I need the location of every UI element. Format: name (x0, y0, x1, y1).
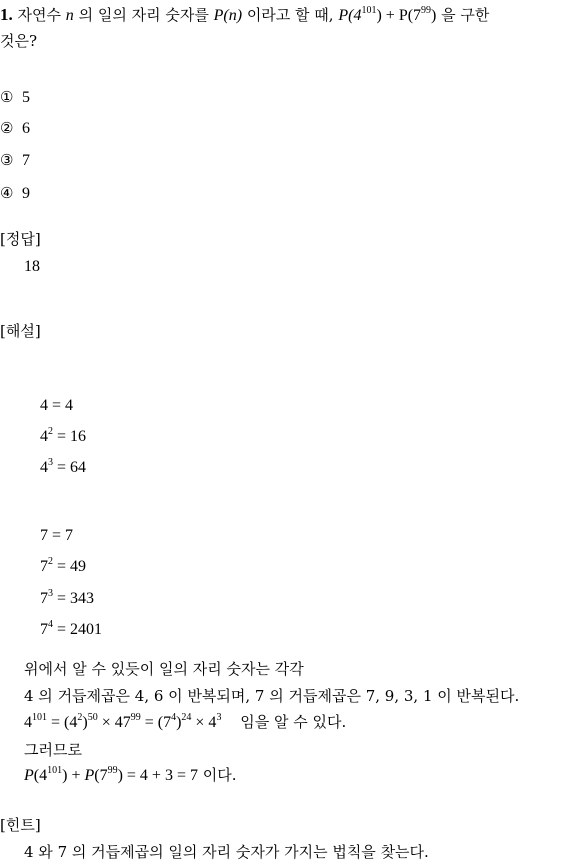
explanation-final-line (24, 765, 237, 784)
question-text-3: 이라고 할 때, (246, 6, 334, 24)
explanation-equation-text: 임을 알 수 있다. (240, 713, 347, 731)
option-2-value: 6 (22, 120, 30, 137)
explanation-text-1: 위에서 알 수 있듯이 일의 자리 숫자는 각각 (24, 660, 304, 678)
explanation-equation: $4^{101} = (4^2)^{50} \times 47^{99} = (7^4)^{24} \times 4^3$ (24, 712, 222, 731)
question-expression: $P(4^{101}) + P(7^{99})$ (338, 5, 437, 24)
answer-value: 18 (24, 258, 40, 275)
power-7-1: 7 = 7 (40, 527, 74, 544)
option-1-value: 5 (22, 89, 30, 106)
power-4-1: 4 = 4 (40, 397, 74, 414)
question-text-2: 의 일의 자리 숫자를 (78, 6, 209, 24)
power-4-2: $4^2 = 16$ (40, 426, 87, 445)
explanation-label: [해설] (0, 322, 41, 340)
option-4[interactable] (0, 186, 30, 202)
power-7-3: $7^3 = 343$ (40, 588, 95, 607)
explanation-text-4: 그러므로 (24, 741, 82, 759)
option-3-value: 7 (22, 152, 30, 169)
func-pn: P(n) (213, 7, 243, 24)
final-text: 이다. (202, 766, 237, 784)
option-4-mark: ④ (0, 184, 14, 202)
power-4-3: $4^3 = 64$ (40, 457, 87, 476)
option-1[interactable] (0, 90, 30, 106)
answer-label: [정답] (0, 230, 41, 248)
hint-text: 4 와 7 의 거듭제곱의 일의 자리 숫자가 가지는 법칙을 찾는다. (24, 843, 429, 861)
question-text-1: 자연수 (17, 6, 62, 24)
explanation-text-2: 4 의 거듭제곱은 4, 6 이 반복되며, 7 의 거듭제곱은 7, 9, 3, 1 이 반복된다. (24, 687, 520, 705)
question-number: 1. (0, 5, 13, 24)
question-text-4: 을 구한 (441, 6, 490, 24)
question-line-2: 것은? (0, 32, 38, 50)
var-n: n (65, 7, 74, 24)
option-2-mark: ② (0, 119, 14, 137)
option-1-mark: ① (0, 88, 14, 106)
explanation-equation-line (24, 712, 347, 731)
final-equation: $P(4^{101}) + P(7^{99}) = 4 + 3 = 7$ (24, 765, 198, 784)
hint-label: [힌트] (0, 816, 41, 834)
option-3[interactable] (0, 153, 30, 169)
power-7-2: $7^2 = 49$ (40, 556, 87, 575)
option-4-value: 9 (22, 185, 30, 202)
power-7-4: $7^4 = 2401$ (40, 619, 103, 638)
option-3-mark: ③ (0, 151, 14, 169)
question-line-1 (0, 6, 489, 24)
option-2[interactable] (0, 121, 30, 137)
